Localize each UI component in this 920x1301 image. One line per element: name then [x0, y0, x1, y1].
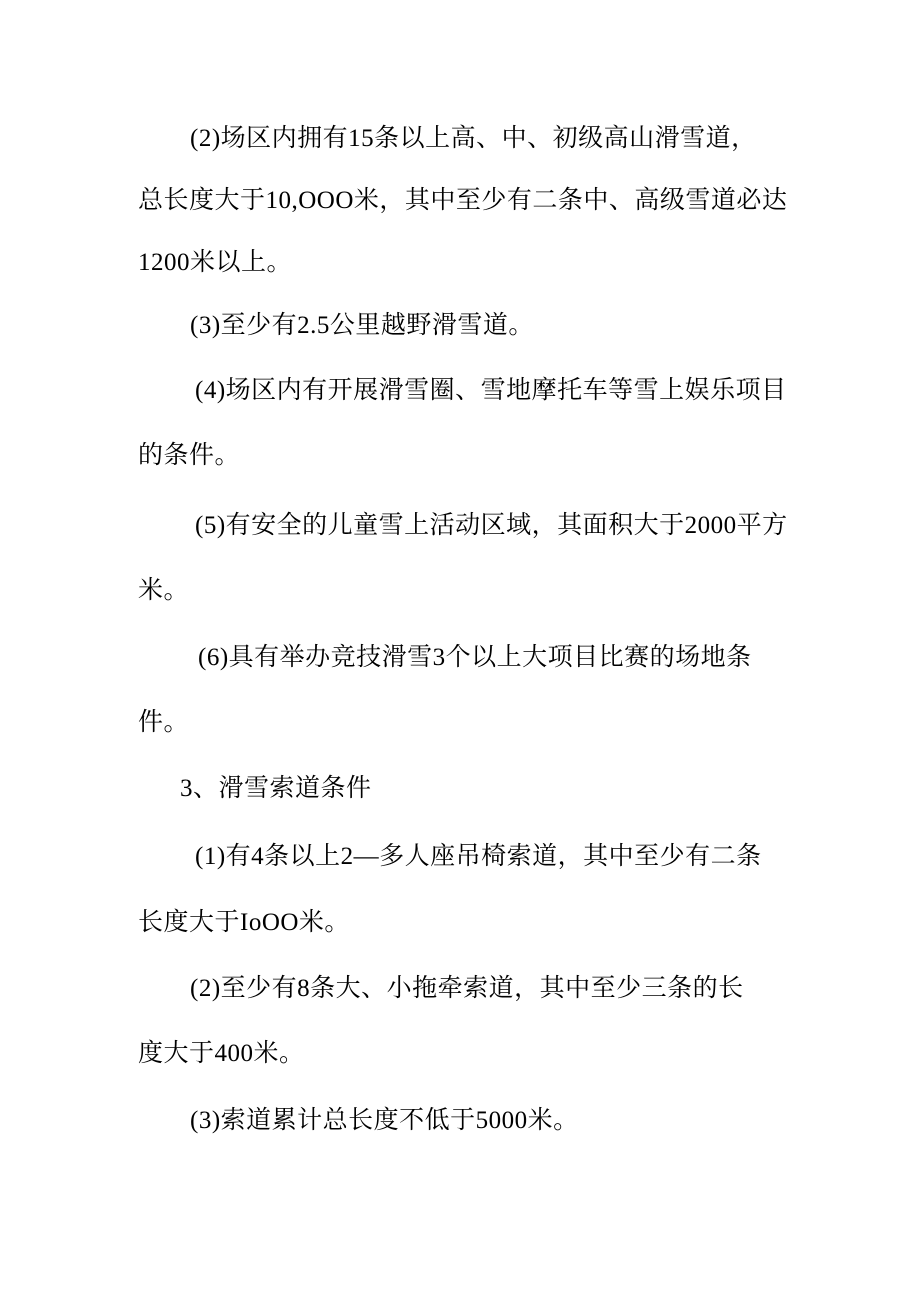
text-line: 总长度大于10,OOO米，其中至少有二条中、高级雪道必达 [138, 187, 788, 214]
text-line: 米。 [138, 577, 190, 604]
text-line: (6)具有举办竞技滑雪3个以上大项目比赛的场地条 [198, 644, 752, 671]
text-line: 件。 [138, 709, 190, 736]
text-line: (1)有4条以上2—多人座吊椅索道，其中至少有二条 [195, 843, 762, 870]
text-line: (3)至少有2.5公里越野滑雪道。 [190, 312, 534, 339]
text-line: 长度大于IoOO米。 [138, 909, 350, 936]
text-line: 度大于400米。 [138, 1040, 305, 1067]
text-line: (3)索道累计总长度不低于5000米。 [190, 1107, 579, 1134]
text-line: (2)场区内拥有15条以上高、中、初级高山滑雪道， [190, 125, 757, 152]
section-heading: 3、滑雪索道条件 [180, 775, 372, 802]
text-line: (5)有安全的儿童雪上活动区域，其面积大于2000平方 [195, 512, 788, 539]
text-line: (4)场区内有开展滑雪圈、雪地摩托车等雪上娱乐项目 [195, 377, 787, 404]
text-line: (2)至少有8条大、小拖牵索道，其中至少三条的长 [190, 975, 744, 1002]
text-line: 的条件。 [138, 442, 241, 469]
text-line: 1200米以上。 [138, 249, 293, 276]
